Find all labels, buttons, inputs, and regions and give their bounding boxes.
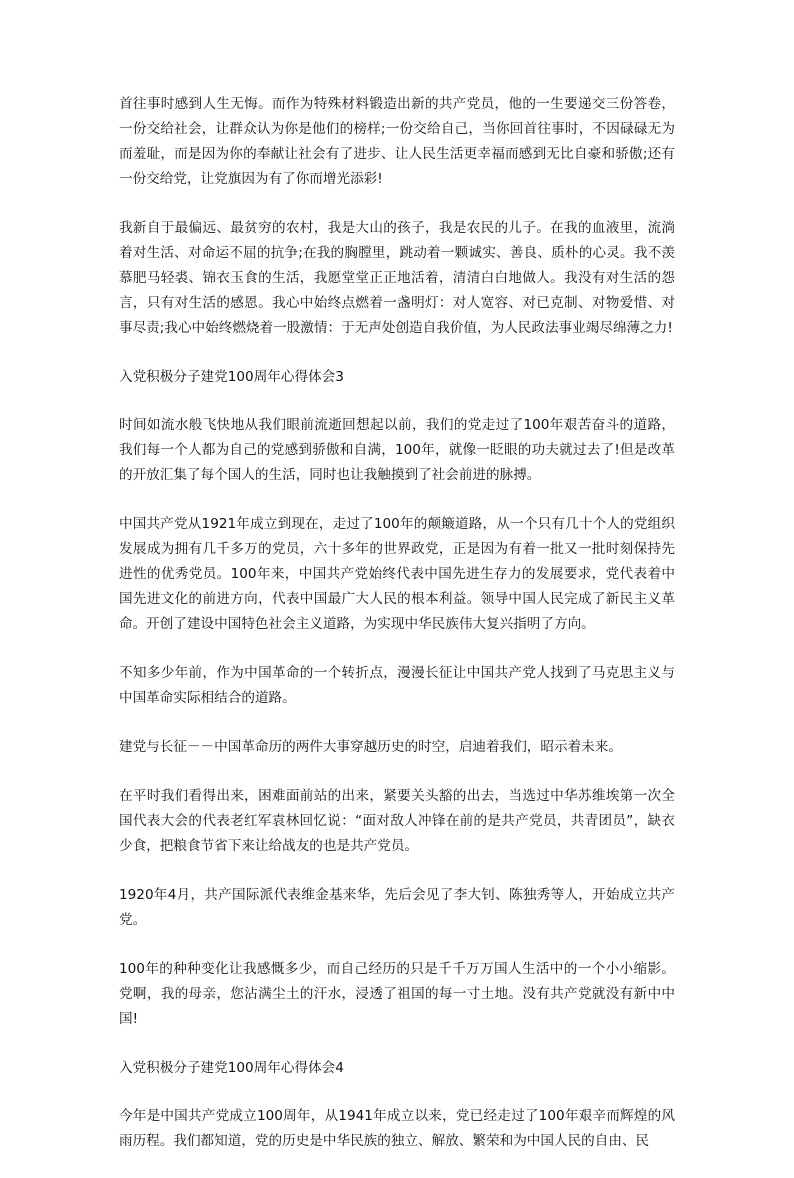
paragraph-closing-reflection: 首往事时感到人生无悔。而作为特殊材料锻造出新的共产党员，他的一生要递交三份答卷，一份交给社会，让群众认为你是他们的榜样;一份交给自己，当你回首往事时，不因碌碌无为而羞耻，而是因为你的奉献让社会有了进步、让人民生活更幸福而感到无比自豪和骄傲;还有一份交给党，让党旗因为有了你而增光添彩! — [119, 96, 675, 187]
paragraph-founding-and-march: 建党与长征－－中国革命历的两件大事穿越历史的时空，启迪着我们，昭示着未来。 — [119, 739, 622, 755]
section-heading-4: 入党积极分子建党100周年心得体会4 — [119, 1060, 344, 1076]
paragraph-100-years-change: 100年的种种变化让我感慨多少，而自己经历的只是千千万万国人生活中的一个小小缩影。党啊，我的母亲，您沾满尘土的汗水，浸透了祖国的每一寸土地。没有共产党就没有新中中国! — [119, 961, 675, 1027]
paragraph-1920-comintern: 1920年4月，共产国际派代表维金基来华，先后会见了李大钊、陈独秀等人，开始成立共产党。 — [119, 887, 675, 928]
paragraph-anniversary-intro: 今年是中国共产党成立100周年，从1941年成立以来，党已经走过了100年艰辛而辉煌的风雨历程。我们都知道，党的历史是中华民族的独立、解放、繁荣和为中国人民的自由、民 — [119, 1108, 675, 1149]
paragraph-veteran-recollection: 在平时我们看得出来，困难面前站的出来，紧要关头豁的出去，当选过中华苏维埃第一次全国代表大会的代表老红军袁林回忆说：“面对敌人冲锋在前的是共产党员，共青团员”，缺衣少食，把粮食节省下来让给战友的也是共产党员。 — [119, 788, 675, 854]
paragraph-long-march: 不知多少年前，作为中国革命的一个转折点，漫漫长征让中国共产党人找到了马克思主义与中国革命实际相结合的道路。 — [119, 665, 675, 706]
paragraph-party-history: 中国共产党从1921年成立到现在，走过了100年的颠簸道路，从一个只有几十个人的党组织发展成为拥有几千多万的党员，六十多年的世界政党，正是因为有着一批又一批时刻保持先进性的优秀党员。100年来，中国共产党始终代表中国先进生存力的发展要求，党代表着中国先进文化的前进方向，代表中国最广大人民的根本利益。领导中国人民完成了新民主义革命。开创了建设中国特色社会主义道路，为实现中华民族伟大复兴指明了方向。 — [119, 516, 675, 632]
paragraph-rural-origins: 我新自于最偏远、最贫穷的农村，我是大山的孩子，我是农民的儿子。在我的血液里，流淌着对生活、对命运不屈的抗争;在我的胸膛里，跳动着一颗诚实、善良、质朴的心灵。我不羡慕肥马轻裘、锦衣玉食的生活，我愿堂堂正正地活着，清清白白地做人。我没有对生活的怨言，只有对生活的感恩。我心中始终点燃着一盏明灯：对人宽容、对已克制、对物爱惜、对事尽责;我心中始终燃烧着一股激情：于无声处创造自我价值，为人民政法事业竭尽绵薄之力! — [119, 220, 675, 336]
section-heading-3: 入党积极分子建党100周年心得体会3 — [119, 369, 344, 385]
document-body — [119, 92, 675, 1178]
paragraph-time-flows: 时间如流水般飞快地从我们眼前流逝回想起以前，我们的党走过了100年艰苦奋斗的道路，我们每一个人都为自己的党感到骄傲和自满，100年，就像一眨眼的功夫就过去了!但是改革的开放汇集了每个国人的生活，同时也让我触摸到了社会前进的脉搏。 — [119, 417, 675, 483]
